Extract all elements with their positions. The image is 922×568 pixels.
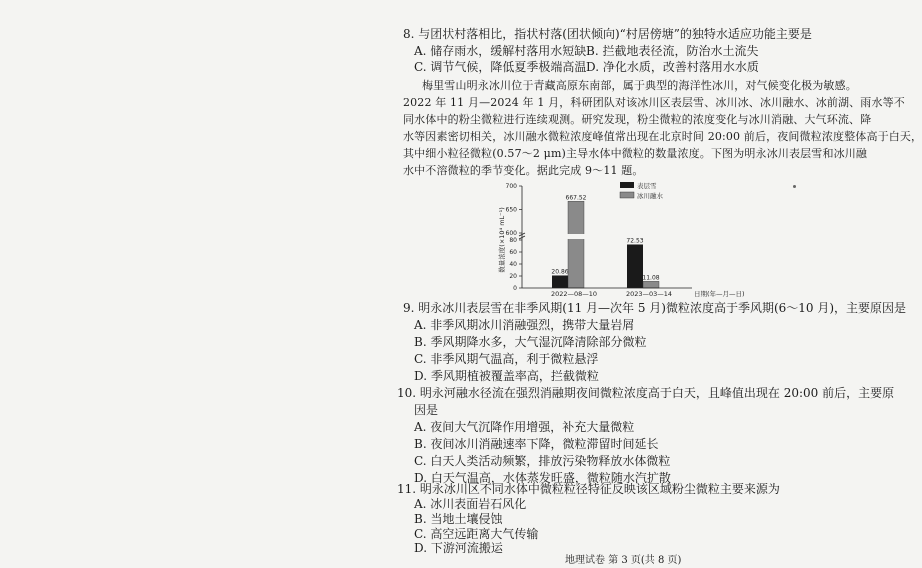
- q9-stem: 9. 明永冰川表层雪在非季风期(11 月—次年 5 月)微粒浓度高于季风期(6～10 月)，主要原因是: [403, 301, 907, 315]
- y-tick-label: 700: [505, 183, 517, 190]
- q8-option-d: D. 净化水质，改善村落用水水质: [586, 60, 759, 74]
- bar-chart: [492, 178, 792, 300]
- q11-option-a: A. 冰川表面岩石风化: [414, 497, 527, 511]
- q10-option-a: A. 夜间大气沉降作用增强，补充大量微粒: [414, 420, 635, 434]
- q10-option-b: B. 夜间冰川消融速率下降，微粒滞留时间延长: [414, 437, 659, 451]
- y-tick-label: 650: [505, 206, 517, 214]
- legend: [620, 181, 664, 200]
- intro-line-3: 同水体中的粉尘微粒进行连续观测。研究发现，粉尘微粒的浓度变化与冰川消融、大气环流、降: [403, 113, 872, 126]
- bar-meltwater-2: [643, 281, 659, 288]
- y-tick-label: 60: [509, 249, 517, 256]
- q10-option-d: D. 白天气温高，水体蒸发旺盛，微粒随水汽扩散: [414, 471, 671, 485]
- legend-swatch-meltwater: [620, 192, 634, 198]
- bar-break-gap: [567, 234, 585, 239]
- y-tick-label: 600: [505, 230, 517, 237]
- q8-option-a: A. 储存雨水，缓解村落用水短缺: [414, 44, 587, 58]
- intro-line-4: 水等因素密切相关，冰川融水微粒浓度峰值常出现在北京时间 20:00 前后，夜间微粒浓度整体高于白天，: [403, 130, 922, 143]
- intro-line-1: 梅里雪山明永冰川位于青藏高原东南部，属于典型的海洋性冰川，对气候变化极为敏感。: [422, 79, 857, 92]
- q11-option-c: C. 高空远距离大气传输: [414, 527, 539, 541]
- q9-option-c: C. 非季风期气温高，利于微粒悬浮: [414, 352, 599, 366]
- q11-option-b: B. 当地土壤侵蚀: [414, 512, 503, 526]
- bar-meltwater-1: [568, 201, 584, 288]
- intro-line-5: 其中细小粒径微粒(0.57～2 μm)主导水体中微粒的数量浓度。下图为明永冰川表层雪和冰川融: [403, 147, 868, 160]
- y-tick-label: 80: [509, 237, 517, 244]
- legend-swatch-snow: [620, 182, 634, 188]
- margin-dot: [793, 185, 796, 188]
- q9-option-b: B. 季风期降水多，大气湿沉降清除部分微粒: [414, 335, 647, 349]
- legend-label-meltwater: 冰川融水: [637, 192, 663, 200]
- y-axis-ticks: [506, 183, 522, 292]
- q11-stem: 11. 明永冰川区不同水体中微粒粒径特征反映该区域粉尘微粒主要来源为: [397, 482, 780, 496]
- bar-snow-1: [552, 275, 568, 288]
- y-tick-label: 0: [513, 285, 517, 292]
- intro-line-2: 2022 年 11 月—2024 年 1 月，科研团队对该冰川区表层雪、冰川冰、冰川融水、冰前湖、雨水等不: [403, 96, 905, 109]
- y-tick-label: 40: [509, 261, 517, 268]
- y-axis-label: 数量浓度(×10⁴ mL⁻¹): [498, 207, 506, 273]
- q9-option-d: D. 季风期植被覆盖率高，拦截微粒: [414, 369, 599, 383]
- y-tick-label: 20: [509, 273, 517, 280]
- value-label: 72.53: [626, 237, 644, 245]
- q8-option-b: B. 拦截地表径流，防治水土流失: [586, 44, 759, 58]
- value-label: 667.52: [565, 194, 587, 202]
- intro-line-6: 水中不溶微粒的季节变化。据此完成 9～11 题。: [403, 164, 644, 177]
- q10-stem-line-2: 因是: [414, 403, 439, 417]
- value-label: 20.86: [551, 268, 569, 276]
- q10-option-c: C. 白天人类活动频繁，排放污染物释放水体微粒: [414, 454, 671, 468]
- page-footer: 地理试卷 第 3 页(共 8 页): [565, 555, 682, 566]
- q11-option-d: D. 下游河流搬运: [414, 541, 503, 555]
- q8-stem: 8. 与团状村落相比，指状村落(团状倾向)“村居傍塘”的独特水适应功能主要是: [403, 27, 812, 41]
- q10-stem-line-1: 10. 明永河融水径流在强烈消融期夜间微粒浓度高于白天，且峰值出现在 20:00 前后，主要原: [397, 386, 895, 400]
- legend-label-snow: 表层雪: [637, 182, 657, 190]
- bar-snow-2: [627, 244, 643, 288]
- q8-option-c: C. 调节气候，降低夏季极端高温: [414, 60, 587, 74]
- value-label: 11.08: [642, 274, 660, 282]
- x-category-2: 2023—03—14: [625, 290, 673, 298]
- x-category-1: 2022—08—10: [550, 290, 598, 298]
- x-axis-label: 日期(年—月—日): [694, 290, 745, 298]
- q9-option-a: A. 非季风期冰川消融强烈，携带大量岩屑: [414, 318, 635, 332]
